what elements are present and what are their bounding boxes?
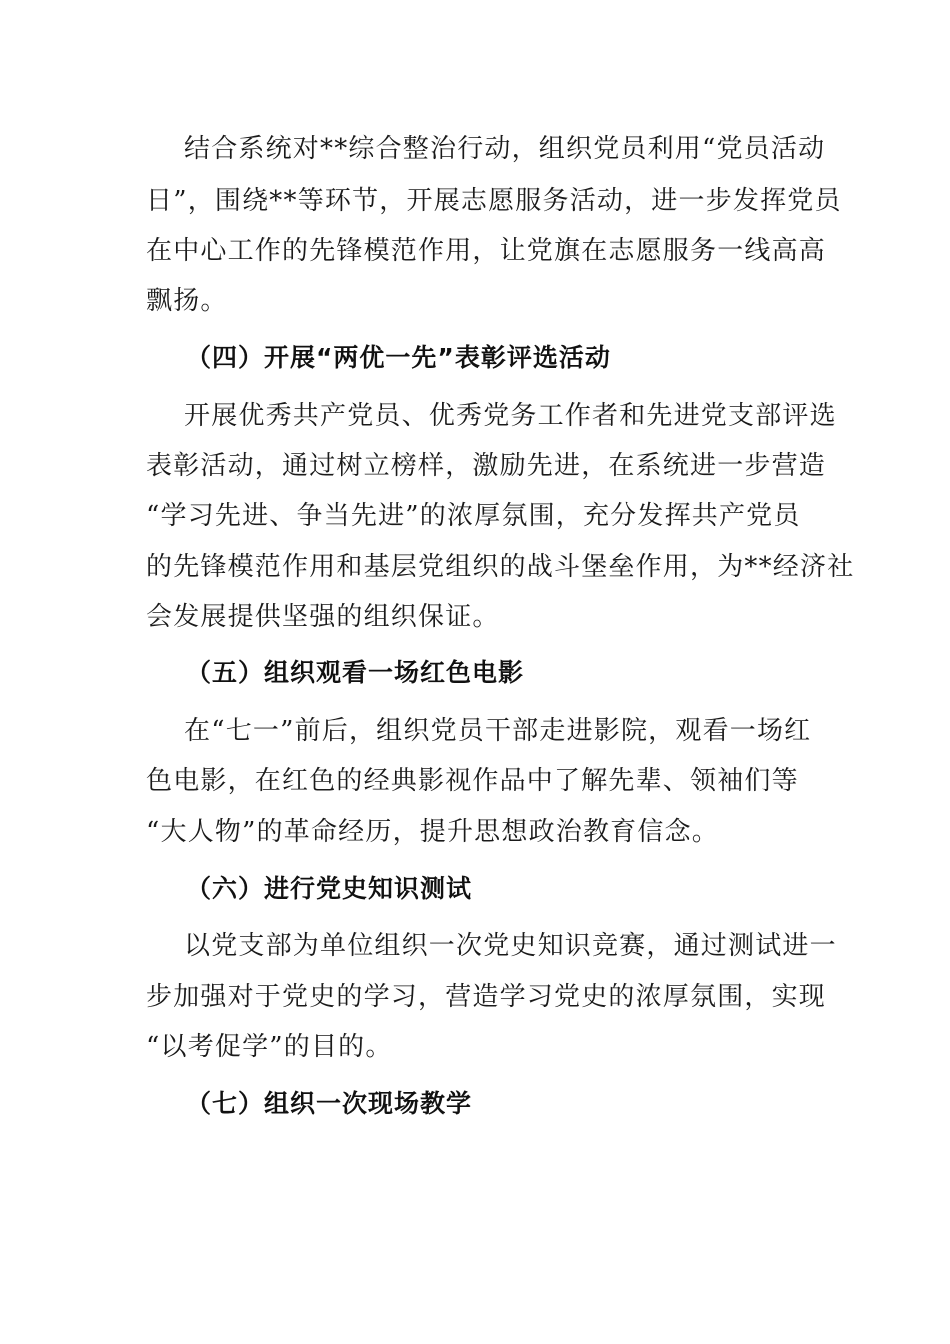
paragraph-line: 开展优秀共产党员、优秀党务工作者和先进党支部评选 [184, 401, 837, 431]
paragraph-line: “以考促学”的目的。 [146, 1032, 393, 1062]
paragraph-line: 在“七一”前后，组织党员干部走进影院，观看一场红 [184, 716, 812, 746]
paragraph-line: 的先锋模范作用和基层党组织的战斗堡垒作用，为**经济社 [146, 552, 855, 582]
paragraph-line: 日”，围绕**等环节，开展志愿服务活动，进一步发挥党员 [146, 186, 842, 216]
paragraph-line: 结合系统对**综合整治行动，组织党员利用“党员活动 [184, 134, 826, 164]
paragraph-line: 以党支部为单位组织一次党史知识竞赛，通过测试进一 [184, 931, 837, 961]
paragraph-line: 会发展提供坚强的组织保证。 [146, 602, 500, 632]
paragraph-line: 色电影，在红色的经典影视作品中了解先辈、领袖们等 [146, 766, 799, 796]
paragraph-line: “大人物”的革命经历，提升思想政治教育信念。 [146, 817, 719, 847]
paragraph-line: 在中心工作的先锋模范作用，让党旗在志愿服务一线高高 [146, 236, 827, 266]
paragraph-line: 飘扬。 [146, 286, 228, 316]
section-heading-6: （六）进行党史知识测试 [186, 874, 473, 903]
paragraph-line: 步加强对于党史的学习，营造学习党史的浓厚氛围，实现 [146, 982, 827, 1012]
paragraph-line: “学习先进、争当先进”的浓厚氛围，充分发挥共产党员 [146, 501, 801, 531]
section-heading-4: （四）开展“两优一先”表彰评选活动 [186, 343, 611, 372]
paragraph-line: 表彰活动，通过树立榜样，激励先进，在系统进一步营造 [146, 451, 827, 481]
section-heading-5: （五）组织观看一场红色电影 [186, 658, 525, 687]
section-heading-7: （七）组织一次现场教学 [186, 1089, 473, 1118]
